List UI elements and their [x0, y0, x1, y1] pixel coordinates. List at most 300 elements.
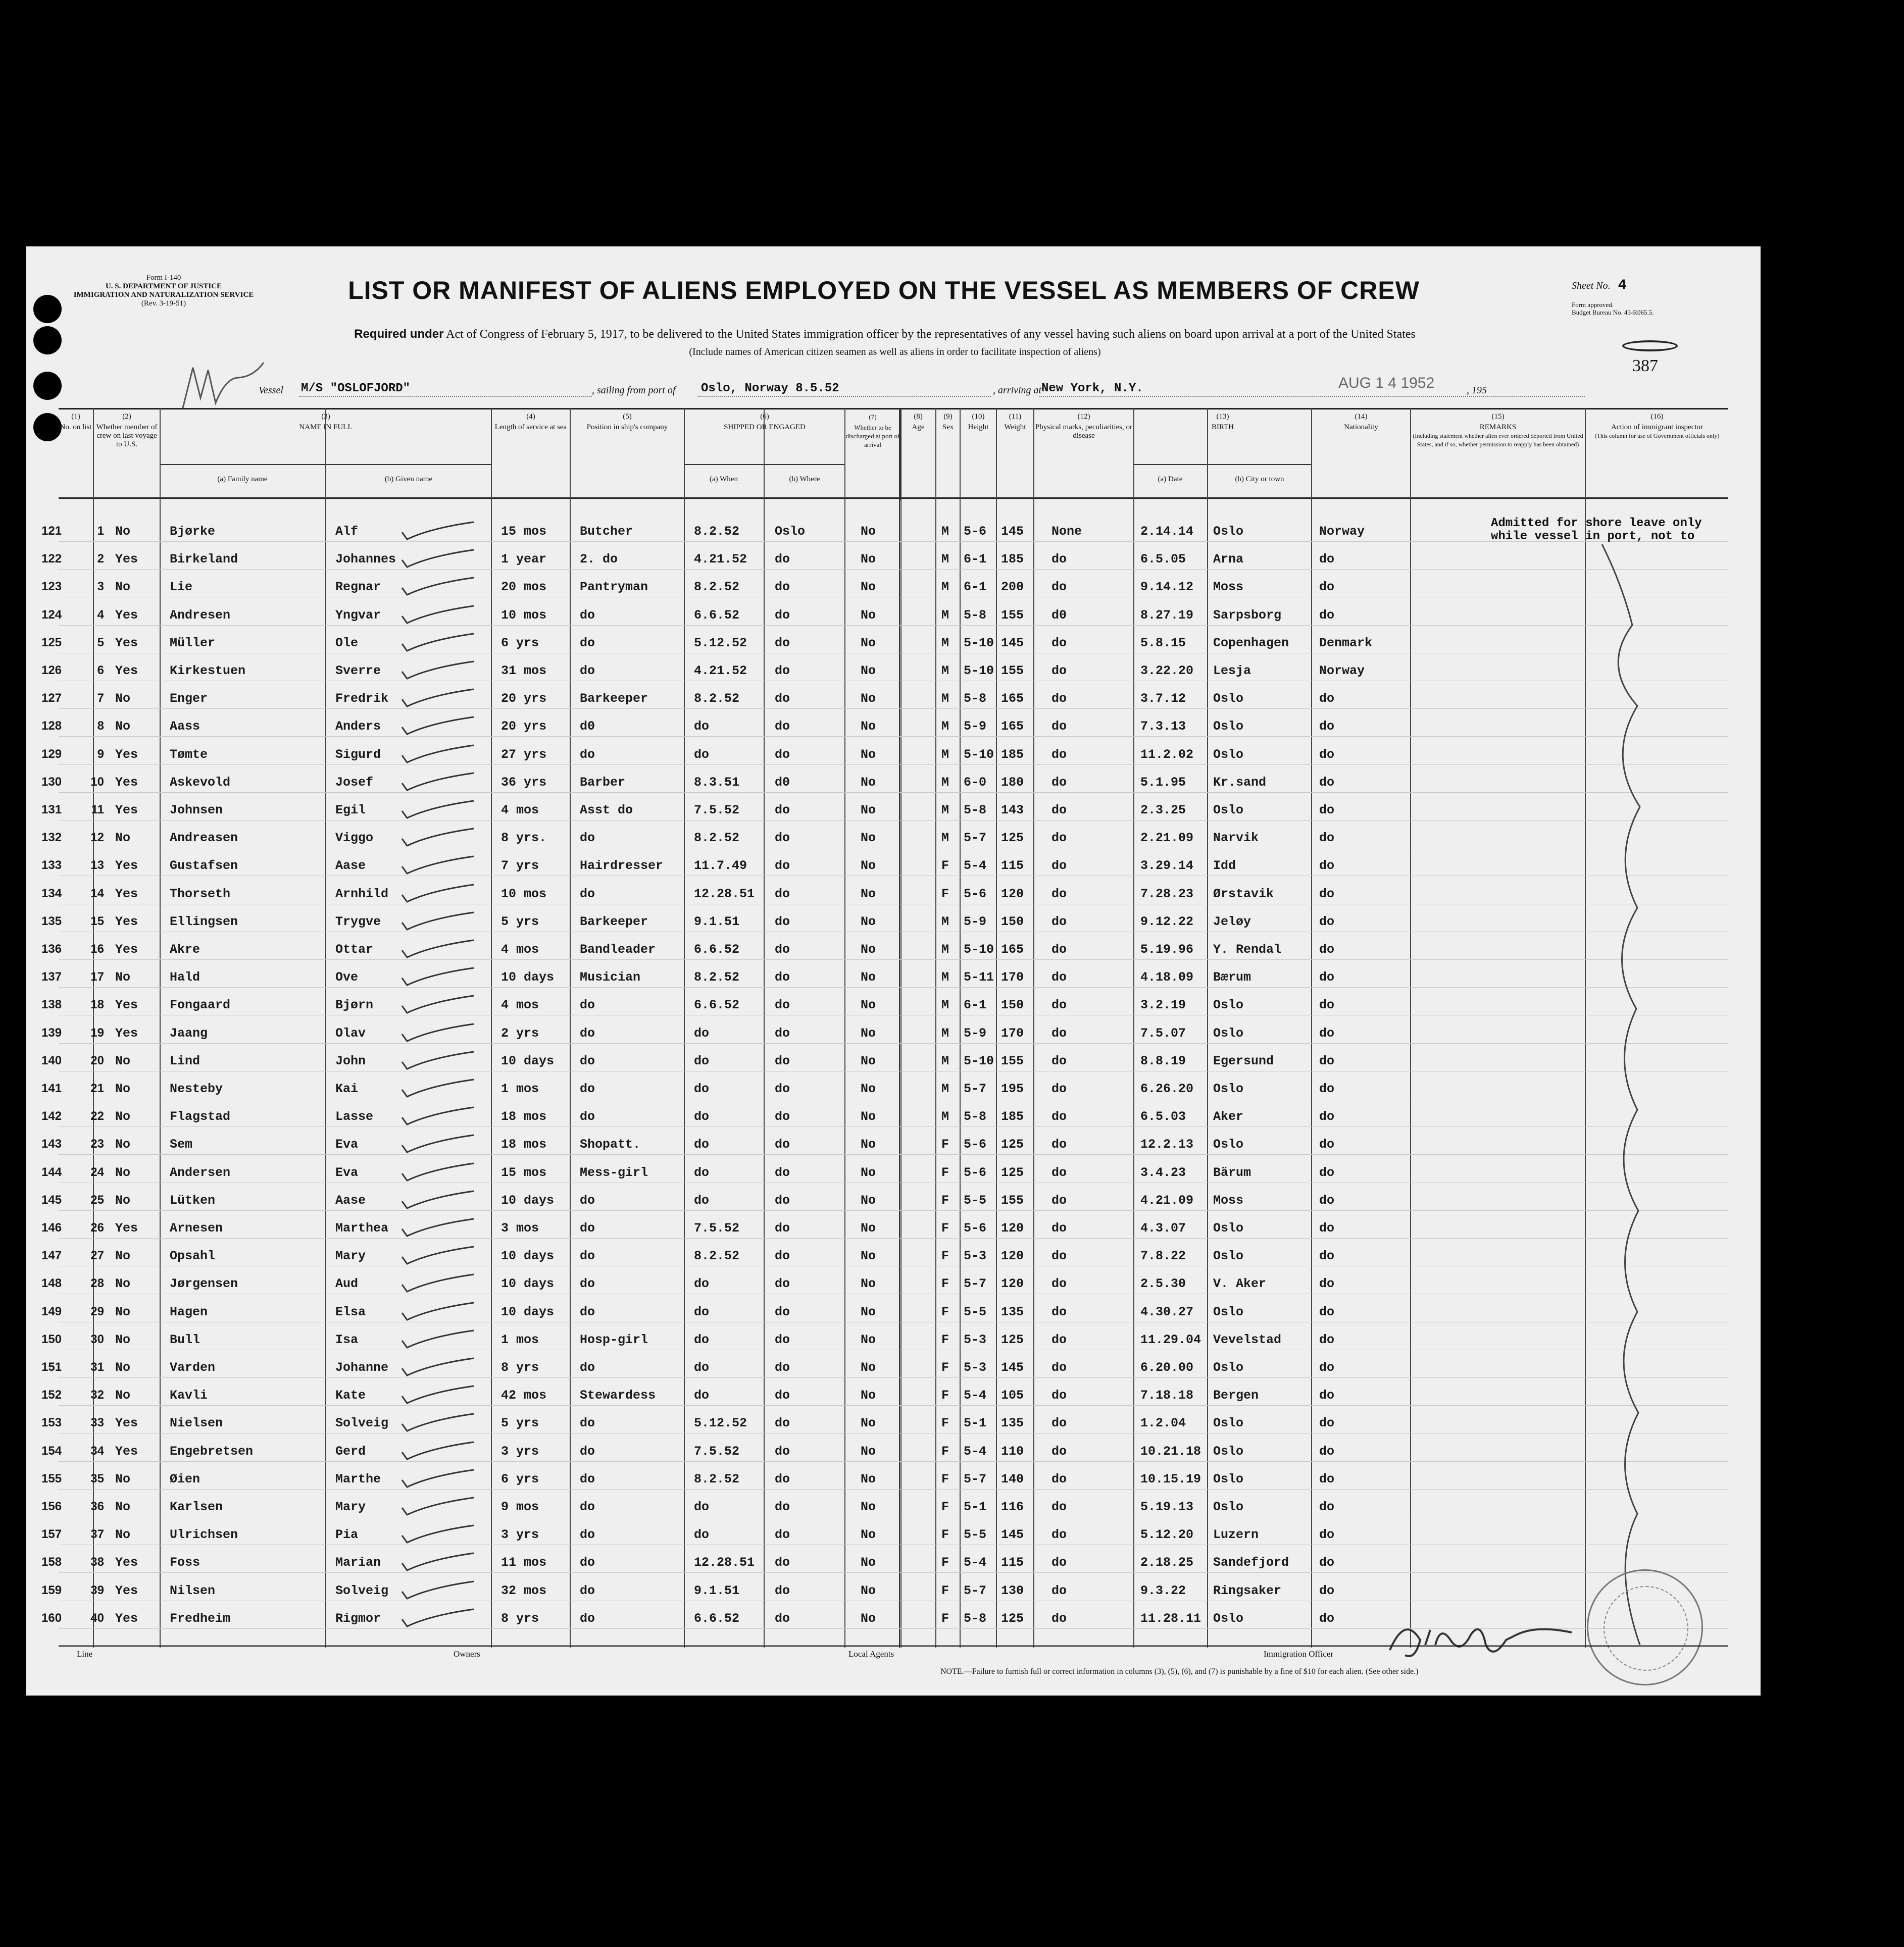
birth-date: 3.2.19: [1140, 998, 1186, 1013]
birth-town: Oslo: [1213, 1082, 1244, 1096]
birth-town: Moss: [1213, 580, 1244, 595]
sex: M: [941, 1082, 949, 1096]
shipped-when: 7.5.52: [694, 1444, 740, 1459]
physical-marks: do: [1051, 1221, 1067, 1236]
check-mark-icon: [400, 1385, 476, 1405]
budget-bureau-number: Budget Bureau No. 43-R065.5.: [1572, 309, 1654, 316]
col-header-weight: (11) Weight: [996, 409, 1033, 500]
discharge-flag: No: [861, 552, 876, 567]
weight: 110: [1001, 1444, 1024, 1459]
approved-label: Form approved.: [1572, 301, 1614, 309]
weight: 200: [1001, 580, 1024, 595]
check-mark-icon: [400, 1246, 476, 1266]
physical-marks: do: [1051, 998, 1067, 1013]
crew-member-flag: Yes: [115, 1555, 138, 1570]
check-mark-icon: [400, 1051, 476, 1071]
height: 5-6: [964, 1221, 987, 1236]
position: 2. do: [580, 552, 618, 567]
arriving-label: , arriving at: [993, 385, 1042, 396]
weight: 145: [1001, 1527, 1024, 1543]
family-name: Arnesen: [170, 1221, 223, 1236]
service-length: 18 mos: [501, 1137, 547, 1152]
height: 5-10: [964, 942, 994, 957]
given-name: Kate: [335, 1388, 366, 1403]
shipped-where: do: [775, 1193, 790, 1208]
nationality: do: [1319, 1583, 1335, 1598]
height: 5-3: [964, 1360, 987, 1375]
service-length: 42 mos: [501, 1388, 547, 1403]
shipped-when: 7.5.52: [694, 803, 740, 817]
physical-marks: do: [1051, 719, 1067, 734]
check-mark-icon: [400, 967, 476, 987]
birth-town: Arna: [1213, 552, 1244, 567]
given-name: Sverre: [335, 663, 381, 678]
given-name: Ove: [335, 970, 359, 985]
service-length: 8 yrs.: [501, 831, 547, 846]
discharge-flag: No: [861, 1527, 876, 1543]
nationality: do: [1319, 691, 1335, 706]
nationality: do: [1319, 1555, 1335, 1570]
physical-marks: do: [1051, 580, 1067, 595]
weight: 115: [1001, 858, 1024, 874]
shipped-when: do: [694, 747, 710, 762]
crew-member-flag: No: [115, 524, 131, 539]
list-number: 16: [90, 942, 104, 956]
sex: M: [941, 552, 949, 567]
family-name: Engebretsen: [170, 1444, 254, 1459]
family-name: Aass: [170, 719, 201, 734]
birth-town: Oslo: [1213, 1026, 1244, 1041]
line-number: 152: [41, 1388, 62, 1402]
service-length: 8 yrs: [501, 1611, 539, 1626]
given-name: Ole: [335, 635, 359, 650]
discharge-flag: No: [861, 1165, 876, 1180]
line-number: 137: [41, 970, 62, 984]
footer: [26, 1645, 1761, 1696]
height: 5-5: [964, 1193, 987, 1208]
arriving-at: New York, N.Y.: [1041, 382, 1143, 395]
birth-town: Oslo: [1213, 1360, 1244, 1375]
col-header-sex: (9) Sex: [935, 409, 960, 500]
table-row: [26, 853, 1761, 881]
birth-town: Oslo: [1213, 747, 1244, 762]
discharge-flag: No: [861, 663, 876, 678]
given-name: Aase: [335, 858, 366, 874]
physical-marks: do: [1051, 970, 1067, 985]
line-number: 151: [41, 1360, 62, 1374]
shipped-where: do: [775, 803, 790, 817]
shipped-where: do: [775, 1527, 790, 1543]
nationality: do: [1319, 858, 1335, 874]
crew-member-flag: No: [115, 1082, 131, 1096]
sex: F: [941, 1555, 949, 1570]
position: Bandleader: [580, 942, 656, 957]
weight: 135: [1001, 1416, 1024, 1431]
sex: M: [941, 580, 949, 595]
check-mark-icon: [400, 1134, 476, 1154]
line-number: 155: [41, 1471, 62, 1485]
height: 5-8: [964, 691, 987, 706]
discharge-flag: No: [861, 886, 876, 901]
crew-member-flag: Yes: [115, 1611, 138, 1626]
shipped-where: do: [775, 719, 790, 734]
weight: 165: [1001, 691, 1024, 706]
height: 5-4: [964, 1555, 987, 1570]
discharge-flag: No: [861, 1304, 876, 1319]
position: do: [580, 1416, 595, 1431]
weight: 165: [1001, 719, 1024, 734]
discharge-flag: No: [861, 747, 876, 762]
physical-marks: do: [1051, 1416, 1067, 1431]
sex: F: [941, 1137, 949, 1152]
list-number: 11: [91, 803, 104, 816]
shipped-where: do: [775, 858, 790, 874]
table-row: [26, 909, 1761, 937]
crew-member-flag: No: [115, 1500, 131, 1514]
table-row: [26, 631, 1761, 658]
given-name: Mary: [335, 1500, 366, 1514]
physical-marks: do: [1051, 1360, 1067, 1375]
table-row: [26, 1244, 1761, 1271]
birth-date: 8.8.19: [1140, 1053, 1186, 1068]
height: 5-4: [964, 858, 987, 874]
birth-date: 5.8.15: [1140, 635, 1186, 650]
physical-marks: do: [1051, 831, 1067, 846]
position: Asst do: [580, 803, 633, 817]
crew-member-flag: Yes: [115, 1583, 138, 1598]
shipped-where: do: [775, 1249, 790, 1264]
weight: 155: [1001, 1193, 1024, 1208]
given-name: Egil: [335, 803, 366, 817]
height: 5-5: [964, 1527, 987, 1543]
sex: F: [941, 1500, 949, 1514]
family-name: Sem: [170, 1137, 193, 1152]
form-identifier: [63, 274, 265, 308]
act-statement: [97, 327, 1673, 341]
line-number: 149: [41, 1304, 62, 1318]
family-name: Nesteby: [170, 1082, 223, 1096]
service-length: 20 mos: [501, 580, 547, 595]
shipped-when: 8.2.52: [694, 831, 740, 846]
height: 5-7: [964, 831, 987, 846]
shipped-where: do: [775, 1416, 790, 1431]
height: 5-9: [964, 914, 987, 929]
weight: 165: [1001, 942, 1024, 957]
height: 5-9: [964, 1026, 987, 1041]
weight: 170: [1001, 970, 1024, 985]
discharge-flag: No: [861, 775, 876, 790]
line-number: 133: [41, 858, 62, 873]
position: Pantryman: [580, 580, 648, 595]
family-name: Nilsen: [170, 1583, 216, 1598]
position: Butcher: [580, 524, 633, 539]
shipped-when: 12.28.51: [694, 886, 755, 901]
shipped-where: do: [775, 914, 790, 929]
family-name: Kavli: [170, 1388, 208, 1403]
crew-member-flag: No: [115, 719, 131, 734]
discharge-flag: No: [861, 942, 876, 957]
service-length: 10 days: [501, 1249, 555, 1264]
service-length: 3 mos: [501, 1221, 539, 1236]
sex: M: [941, 998, 949, 1013]
nationality: do: [1319, 719, 1335, 734]
shipped-when: 8.2.52: [694, 970, 740, 985]
discharge-flag: No: [861, 831, 876, 846]
crew-member-flag: Yes: [115, 886, 138, 901]
given-name: Mary: [335, 1249, 366, 1264]
line-number: 128: [41, 719, 62, 733]
position: do: [580, 1527, 595, 1543]
shipped-when: do: [694, 1276, 710, 1292]
shipped-when: do: [694, 1388, 710, 1403]
shipped-when: 8.2.52: [694, 1471, 740, 1487]
nationality: do: [1319, 1360, 1335, 1375]
weight: 105: [1001, 1388, 1024, 1403]
crew-member-flag: No: [115, 1388, 131, 1403]
check-mark-icon: [400, 1608, 476, 1628]
crew-member-flag: No: [115, 1304, 131, 1319]
crew-member-flag: Yes: [115, 803, 138, 817]
discharge-flag: No: [861, 970, 876, 985]
table-row: [26, 1550, 1761, 1578]
discharge-flag: No: [861, 1360, 876, 1375]
table-row: [26, 1439, 1761, 1467]
birth-date: 11.2.02: [1140, 747, 1194, 762]
line-number: 135: [41, 914, 62, 928]
birth-date: 1.2.04: [1140, 1416, 1186, 1431]
col-header-nationality: (14) Nationality: [1311, 409, 1410, 500]
service-length: 20 yrs: [501, 691, 547, 706]
position: Barkeeper: [580, 691, 648, 706]
height: 6-1: [964, 580, 987, 595]
service-length: 27 yrs: [501, 747, 547, 762]
crew-member-flag: Yes: [115, 635, 138, 650]
sex: F: [941, 1360, 949, 1375]
discharge-flag: No: [861, 1053, 876, 1068]
col-header-birth: (13) BIRTH: [1133, 409, 1311, 500]
physical-marks: do: [1051, 691, 1067, 706]
height: 5-8: [964, 1611, 987, 1626]
service-length: 15 mos: [501, 1165, 547, 1180]
family-name: Lütken: [170, 1193, 216, 1208]
shipped-where: do: [775, 1221, 790, 1236]
birth-date: 3.4.23: [1140, 1165, 1186, 1180]
birth-town: Ørstavik: [1213, 886, 1274, 901]
family-name: Nielsen: [170, 1416, 223, 1431]
physical-marks: do: [1051, 1500, 1067, 1514]
discharge-flag: No: [861, 1026, 876, 1041]
list-number: 24: [90, 1165, 104, 1179]
physical-marks: None: [1051, 524, 1082, 539]
height: 6-1: [964, 998, 987, 1013]
line-number: 144: [41, 1165, 62, 1179]
family-name: Hald: [170, 970, 201, 985]
physical-marks: do: [1051, 1611, 1067, 1626]
height: 5-10: [964, 663, 994, 678]
line-number: 122: [41, 552, 62, 566]
birth-town: Moss: [1213, 1193, 1244, 1208]
service-length: 1 year: [501, 552, 547, 567]
shipped-where: do: [775, 1026, 790, 1041]
check-mark-icon: [400, 1302, 476, 1322]
check-mark-icon: [400, 716, 476, 736]
line-number: 146: [41, 1221, 62, 1235]
birth-date: 3.29.14: [1140, 858, 1194, 874]
given-name: Marian: [335, 1555, 381, 1570]
height: 5-1: [964, 1500, 987, 1514]
shipped-where: do: [775, 1500, 790, 1514]
discharge-flag: No: [861, 1500, 876, 1514]
line-number: 139: [41, 1026, 62, 1040]
height: 5-10: [964, 1053, 994, 1068]
birth-town: Kr.sand: [1213, 775, 1267, 790]
physical-marks: do: [1051, 1471, 1067, 1487]
family-name: Kirkestuen: [170, 663, 246, 678]
handwritten-bracket-line: [1592, 544, 1652, 1645]
shipped-when: 8.2.52: [694, 691, 740, 706]
service-length: 10 days: [501, 1276, 555, 1292]
crew-member-flag: No: [115, 1165, 131, 1180]
shipped-where: do: [775, 1304, 790, 1319]
given-name: Elsa: [335, 1304, 366, 1319]
service-length: 10 mos: [501, 886, 547, 901]
birth-date: 7.5.07: [1140, 1026, 1186, 1041]
crew-member-flag: Yes: [115, 1444, 138, 1459]
line-number: 125: [41, 635, 62, 649]
service-length: 4 mos: [501, 998, 539, 1013]
birth-date: 4.21.09: [1140, 1193, 1194, 1208]
list-number: 34: [90, 1444, 104, 1458]
line-number: 154: [41, 1444, 62, 1458]
check-mark-icon: [400, 1273, 476, 1294]
physical-marks: do: [1051, 635, 1067, 650]
list-number: 23: [90, 1137, 104, 1151]
check-mark-icon: [400, 744, 476, 764]
birth-date: 10.15.19: [1140, 1471, 1201, 1487]
family-name: Fongaard: [170, 998, 231, 1013]
list-number: 21: [90, 1082, 104, 1095]
line-number: 138: [41, 998, 62, 1012]
physical-marks: do: [1051, 914, 1067, 929]
position: do: [580, 1026, 595, 1041]
nationality: do: [1319, 1193, 1335, 1208]
weight: 115: [1001, 1555, 1024, 1570]
birth-town: Oslo: [1213, 1611, 1244, 1626]
weight: 180: [1001, 775, 1024, 790]
line-number: 156: [41, 1500, 62, 1513]
family-name: Jørgensen: [170, 1276, 238, 1292]
col-header-inspector-action: (16) Action of immigrant inspector (This column for use of Government officials only): [1585, 409, 1728, 500]
table-row: [26, 882, 1761, 909]
nationality: do: [1319, 1332, 1335, 1347]
nationality: do: [1319, 1053, 1335, 1068]
shipped-where: do: [775, 1053, 790, 1068]
weight: 150: [1001, 998, 1024, 1013]
given-name: Regnar: [335, 580, 381, 595]
service-length: 3 yrs: [501, 1444, 539, 1459]
sex: M: [941, 775, 949, 790]
crew-member-flag: No: [115, 1109, 131, 1124]
given-name: Arnhild: [335, 886, 389, 901]
given-name: John: [335, 1053, 366, 1068]
weight: 145: [1001, 524, 1024, 539]
birth-date: 5.19.96: [1140, 942, 1194, 957]
weight: 125: [1001, 831, 1024, 846]
include-note: (Include names of American citizen seamen as well as aliens in order to facilitate inspection of aliens): [689, 346, 1101, 357]
check-mark-icon: [400, 660, 476, 681]
table-row: [26, 1160, 1761, 1188]
line-number: 142: [41, 1109, 62, 1123]
line-number: 153: [41, 1416, 62, 1430]
revision-date: (Rev. 3-19-51): [141, 299, 186, 308]
check-mark-icon: [400, 1524, 476, 1545]
list-number: 1: [97, 524, 104, 538]
list-number: 6: [97, 663, 104, 677]
shipped-where: do: [775, 607, 790, 623]
birth-date: 9.14.12: [1140, 580, 1194, 595]
nationality: do: [1319, 1276, 1335, 1292]
crew-member-flag: Yes: [115, 747, 138, 762]
sex: F: [941, 1193, 949, 1208]
check-mark-icon: [400, 1441, 476, 1461]
service-length: 6 yrs: [501, 635, 539, 650]
position: d0: [580, 719, 595, 734]
shipped-when: 5.12.52: [694, 1416, 747, 1431]
shipped-when: 6.6.52: [694, 1611, 740, 1626]
table-row: [26, 1495, 1761, 1522]
given-name: Solveig: [335, 1583, 389, 1598]
birth-town: V. Aker: [1213, 1276, 1267, 1292]
shipped-where: do: [775, 1360, 790, 1375]
line-number: 136: [41, 942, 62, 956]
service-length: 10 days: [501, 1304, 555, 1319]
col-header-age: (8) Age: [900, 409, 935, 500]
col-header-family-name: (a) Family name: [160, 464, 325, 500]
col-header-physical-marks: (12) Physical marks, peculiarities, or disease: [1033, 409, 1133, 500]
birth-date: 7.28.23: [1140, 886, 1194, 901]
shipped-when: 12.28.51: [694, 1555, 755, 1570]
position: Mess-girl: [580, 1165, 648, 1180]
manifest-sheet: [26, 246, 1761, 1696]
physical-marks: do: [1051, 1444, 1067, 1459]
family-name: Foss: [170, 1555, 201, 1570]
shipped-where: do: [775, 886, 790, 901]
position: do: [580, 831, 595, 846]
nationality: Norway: [1319, 663, 1365, 678]
list-number: 29: [90, 1304, 104, 1318]
line-number: 145: [41, 1193, 62, 1207]
nationality: Denmark: [1319, 635, 1373, 650]
form-number: Form I-140: [146, 274, 181, 282]
table-row: [26, 1578, 1761, 1606]
act-text: Act of Congress of February 5, 1917, to be delivered to the United States immigration officer by the representatives of any vessel having such aliens on board upon arrival at a port of the United States: [446, 328, 1416, 341]
table-row: [26, 1411, 1761, 1439]
family-name: Fredheim: [170, 1611, 231, 1626]
col-header-position: (5) Position in ship's company: [570, 409, 684, 500]
check-mark-icon: [400, 1469, 476, 1489]
sex: F: [941, 1221, 949, 1236]
sheet-number: [1572, 278, 1626, 293]
line-number: 123: [41, 580, 62, 594]
family-name: Birkeland: [170, 552, 238, 567]
list-number: 40: [90, 1611, 104, 1625]
physical-marks: do: [1051, 803, 1067, 817]
list-number: 33: [90, 1416, 104, 1430]
punch-hole: [33, 326, 62, 354]
col-header-when: (a) When: [684, 464, 764, 500]
physical-marks: do: [1051, 1053, 1067, 1068]
list-number: 9: [97, 747, 104, 761]
